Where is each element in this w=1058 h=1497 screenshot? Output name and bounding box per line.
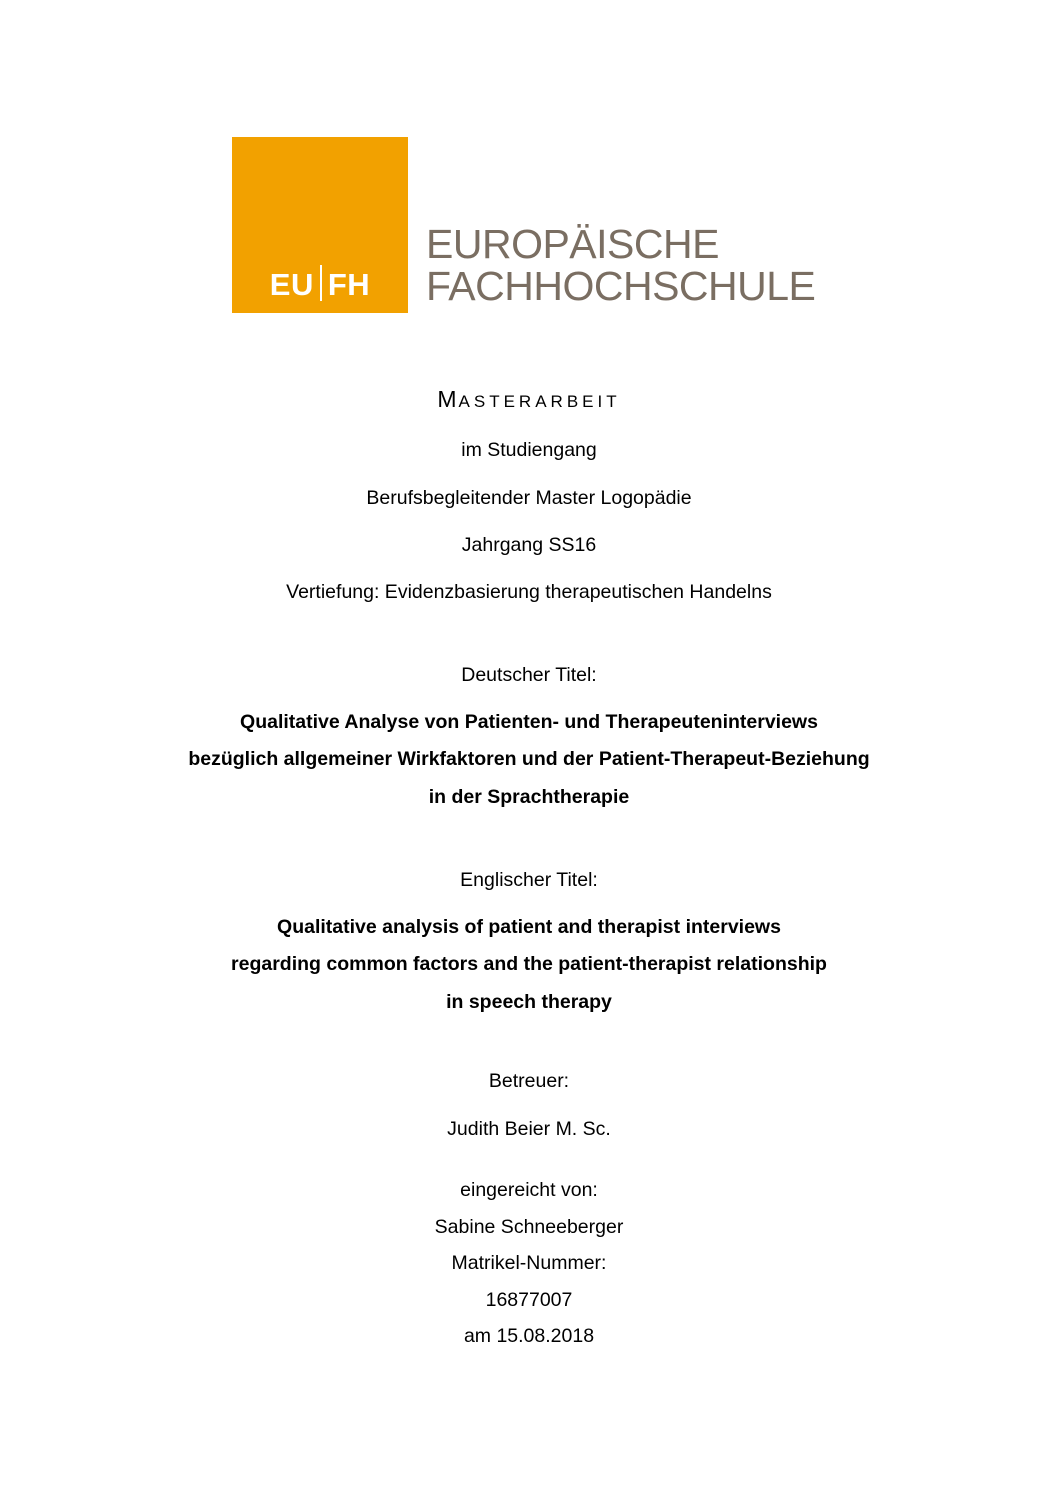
cohort: Jahrgang SS16: [461, 534, 597, 556]
author-name: Sabine Schneeberger: [434, 1216, 624, 1238]
logo-abbr-left: EU: [269, 267, 314, 302]
english-title-line-1: Qualitative analysis of patient and therapist interviews: [277, 916, 781, 938]
logo-name-line2: FACHHOCHSCHULE: [426, 263, 816, 309]
english-title-line-3: in speech therapy: [446, 991, 612, 1013]
logo-name-line1: EUROPÄISCHE: [426, 221, 719, 267]
logo-abbr-right: FH: [327, 267, 371, 302]
german-title-line-2: bezüglich allgemeiner Wirkfaktoren und der Patient-Therapeut-Beziehung: [188, 748, 870, 770]
eufh-logo: [232, 137, 832, 313]
supervisor-label: Betreuer:: [488, 1070, 570, 1092]
matriculation-number: 16877007: [485, 1289, 573, 1311]
submission-date: am 15.08.2018: [463, 1325, 595, 1347]
english-title-label: Englischer Titel:: [460, 869, 598, 891]
logo-name: [426, 223, 815, 307]
logo-square: [232, 137, 408, 313]
matriculation-label: Matrikel-Nummer:: [451, 1252, 607, 1274]
german-title-line-3: in der Sprachtherapie: [428, 786, 630, 808]
logo-abbreviation: [232, 265, 408, 303]
english-title-line-2: regarding common factors and the patient-therapist relationship: [231, 953, 827, 975]
logo-separator: [320, 265, 322, 301]
document-type-rest: ASTERARBEIT: [458, 392, 621, 411]
program-name: Berufsbegleitender Master Logopädie: [366, 487, 692, 509]
document-type-initial: M: [437, 386, 459, 412]
document-type: [0, 386, 1058, 413]
supervisor-name: Judith Beier M. Sc.: [447, 1118, 611, 1140]
program-intro: im Studiengang: [461, 439, 597, 461]
german-title-label: Deutscher Titel:: [461, 664, 597, 686]
german-title-line-1: Qualitative Analyse von Patienten- und Therapeuteninterviews: [240, 711, 818, 733]
specialization: Vertiefung: Evidenzbasierung therapeutischen Handelns: [286, 581, 772, 603]
submitted-by-label: eingereicht von:: [460, 1179, 598, 1201]
